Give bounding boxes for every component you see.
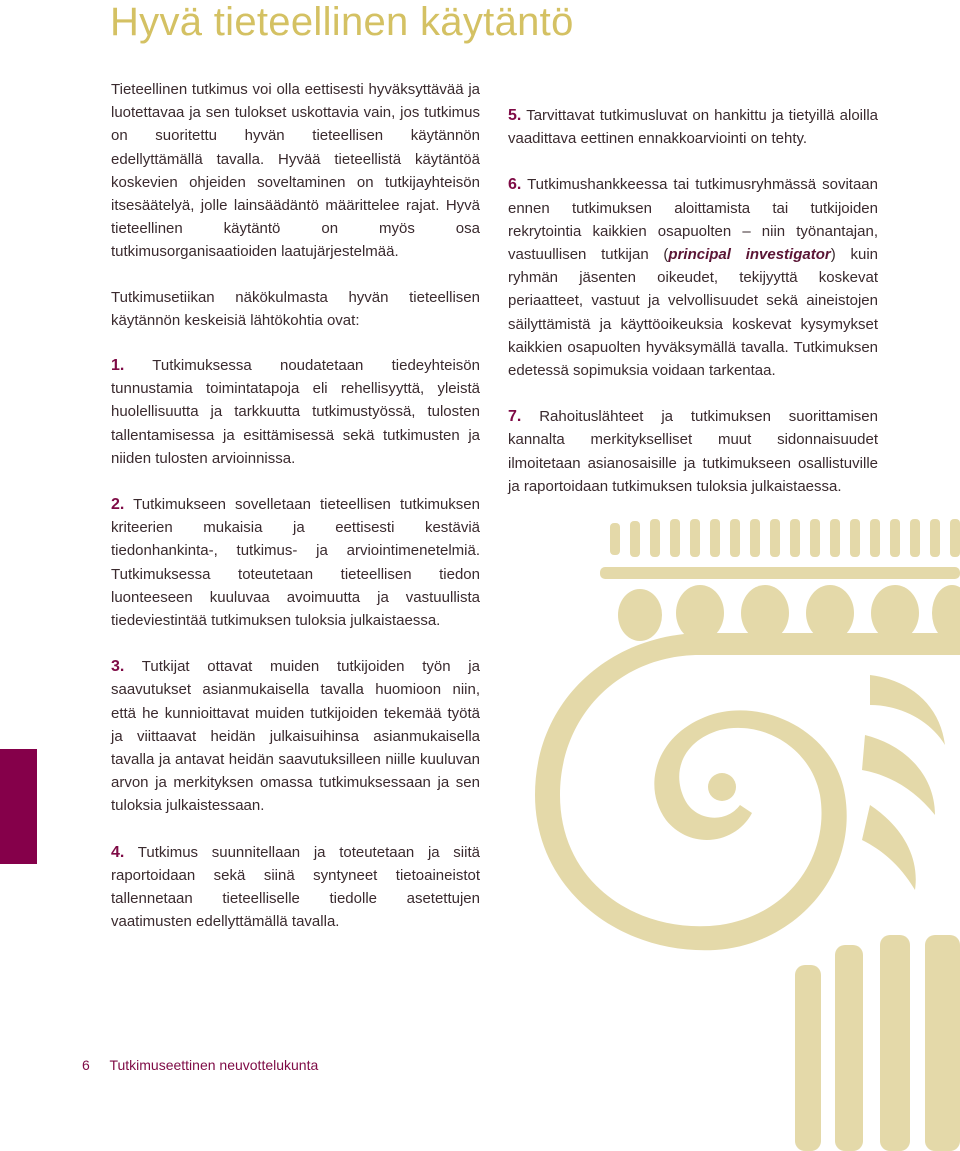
footer-publisher: Tutkimuseettinen neuvottelukunta — [109, 1057, 319, 1073]
item-number: 7. — [508, 408, 522, 426]
emphasis-text: principal investigator — [668, 246, 831, 264]
item-text: Tutkimukseen sovelletaan tieteellisen tutkimuksen kriteerien mukaisia ja eettisesti kestäviä tiedonhankinta-, tutkimus- ja arviointimenetelmiä. Tutkimuksessa toteutetaan tieteellisen tiedon luonteeseen kuuluvaa avoimuutta ja vastuullista tiedeviestintää tutkimuksen tuloksia julkaistaessa. — [111, 496, 480, 630]
item-number: 1. — [111, 357, 125, 375]
principle-item-6 — [508, 173, 878, 382]
item-text: Rahoituslähteet ja tutkimuksen suorittamisen kannalta merkitykselliset muut sidonnaisuudet ilmoitetaan asianosaisille ja tutkimukseen osallistuville ja raportoidaan tutkimuksen tuloksia julkaistaessa. — [508, 408, 878, 495]
item-text: Tarvittavat tutkimusluvat on hankittu ja tietyillä aloilla vaadittava eettinen ennakkoarviointi on tehty. — [508, 107, 879, 148]
item-text: Tutkimus suunnitellaan ja toteutetaan ja siitä raportoidaan sekä siinä syntyneet tietoaineistot tallennetaan tieteelliselle tiedolle asetettujen vaatimusten edellyttämällä tavalla. — [111, 843, 480, 931]
item-number: 6. — [508, 176, 522, 194]
item-text: Tutkimuksessa noudatetaan tiedeyhteisön tunnustamia toimintatapoja eli rehellisyyttä, yleistä huolellisuutta ja tarkkuutta tutkimustyössä, tulosten tallentamisessa ja esittämisessä sekä tutkimusten ja niiden tulosten arvioinnissa. — [111, 357, 480, 467]
item-number: 4. — [111, 843, 125, 861]
principle-item-3 — [111, 655, 480, 817]
ionic-capital-ornament — [490, 505, 960, 1151]
page-footer — [82, 1057, 318, 1073]
principle-item-2 — [111, 493, 480, 632]
principle-item-1 — [111, 354, 480, 470]
intro-paragraph: Tieteellinen tutkimus voi olla eettisesti hyväksyttävää ja luotettavaa ja sen tulokset uskottavia vain, jos tutkimus on suoritettu hyvän tieteellisen käytännön edellyttämällä tavalla. Hyvää tieteellistä käytäntöä koskevien ohjeiden soveltaminen on tutkijayhteisön itsesäätelyä, jolle lainsäädäntö määrittelee rajat. Hyvä tieteellinen käytäntö on myös osa tutkimusorganisaatioiden laatujärjestelmää. — [111, 81, 480, 261]
accent-bar — [0, 749, 37, 864]
right-column — [508, 104, 878, 498]
item-number: 3. — [111, 658, 125, 676]
principle-item-5 — [508, 104, 878, 150]
page-number: 6 — [82, 1057, 90, 1073]
left-column — [111, 78, 480, 934]
item-text-after: ) kuin ryhmän jäsenten oikeudet, tekijyyttä koskevat periaatteet, vastuut ja velvollisuudet sekä aineistojen säilyttämistä ja käyttöoikeuksia koskevat kysymykset kaikkien osapuolten hyväksymällä tavalla. Tutkimuksen edetessä sopimuksia voidaan tarkentaa. — [508, 246, 878, 380]
item-text-before: Tutkimushankkeessa tai tutkimusryhmässä sovitaan ennen tutkimuksen aloittamista tai tutkijoiden rekrytointia kaikkien osapuolten – niin työnantajan, vastuullisen tutkijan ( — [508, 176, 878, 264]
page-title: Hyvä tieteellinen käytäntö — [110, 0, 574, 44]
item-number: 5. — [508, 107, 522, 124]
intro-lead-paragraph: Tutkimusetiikan näkökulmasta hyvän tieteellisen käytännön keskeisiä lähtökohtia ovat: — [111, 288, 480, 329]
item-number: 2. — [111, 496, 125, 514]
item-text: Tutkijat ottavat muiden tutkijoiden työn ja saavutukset asianmukaisella tavalla huomioon niin, että he kunnioittavat muiden tutkijoiden tekemää työtä ja viittaavat heidän julkaisuihinsa asianmukaisella tavalla ja antavat heidän saavutuksilleen niille kuuluvan arvon ja merkityksen omassa tutkimuksessaan ja sen tuloksia julkaistessaan. — [111, 658, 480, 815]
principle-item-7 — [508, 405, 878, 498]
principle-item-4 — [111, 841, 480, 934]
